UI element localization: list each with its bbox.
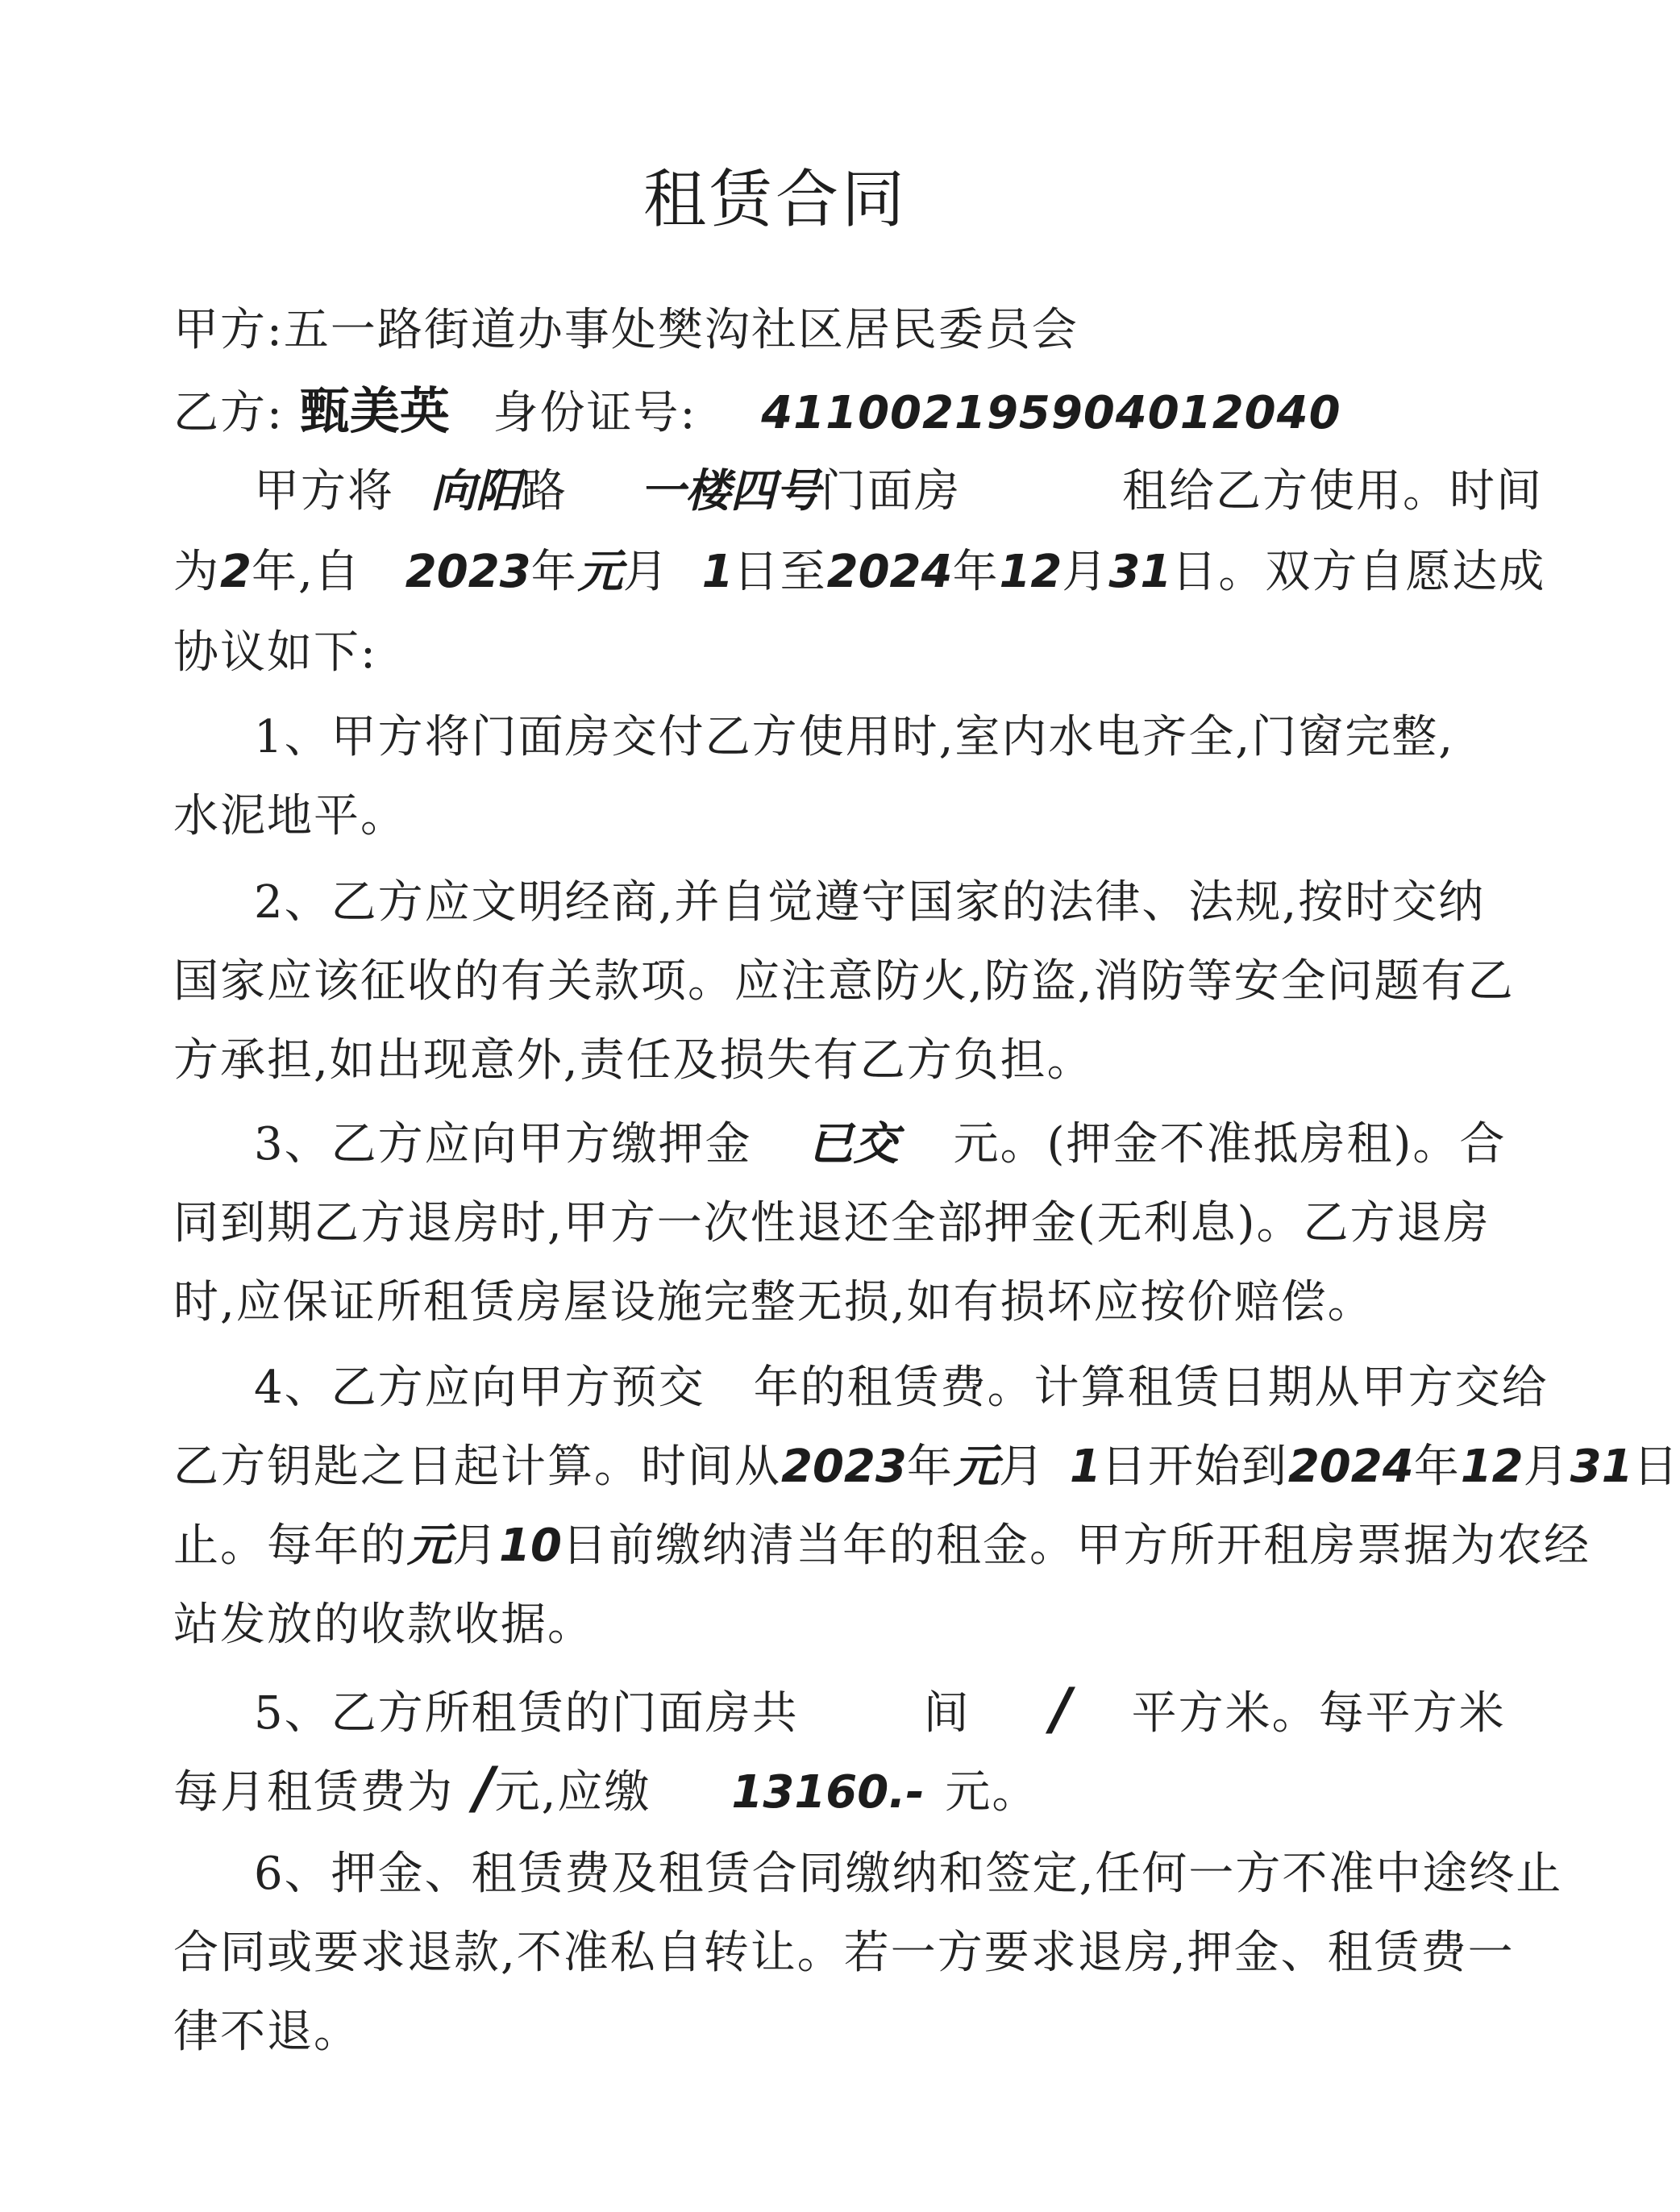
clause-2-line-2: 国家应该征收的有关款项。应注意防火,防盗,消防等安全问题有乙	[173, 955, 1515, 1008]
rent-start-month: 元	[953, 1441, 999, 1493]
party-b-line	[173, 383, 1341, 442]
clause-4-line-2	[173, 1439, 1680, 1495]
intro-text: 甲方将	[254, 465, 394, 518]
clause-3-line-1	[254, 1116, 1506, 1173]
floor-number: 一楼四号	[640, 465, 821, 518]
clause-4-line-4: 站发放的收款收据。	[173, 1599, 594, 1651]
intro-text: 月	[622, 546, 670, 598]
intro-text: 日。双方自愿达成	[1171, 546, 1546, 598]
intro-text: 门面房	[821, 465, 961, 518]
start-month: 元	[577, 546, 623, 598]
rent-end-day: 31	[1570, 1441, 1633, 1493]
rate-value: /	[474, 1755, 495, 1821]
intro-text: 年	[952, 546, 1000, 598]
end-day: 31	[1108, 546, 1172, 598]
id-number: 411002195904012040	[761, 387, 1341, 439]
clause-text: 元。	[945, 1766, 1039, 1819]
intro-line-2	[173, 544, 1545, 601]
intro-text: 路	[521, 465, 568, 518]
clause-2-line-3: 方承担,如出现意外,责任及损失有乙方负担。	[173, 1034, 1094, 1087]
rent-start-day: 1	[1069, 1441, 1101, 1493]
clause-1-line-2: 水泥地平。	[173, 790, 407, 842]
clause-text: 每月租赁费为	[173, 1766, 454, 1819]
intro-text: 日至	[733, 546, 827, 598]
clause-text: 3、乙方应向甲方缴押金	[254, 1118, 752, 1170]
clause-text: 日开始到	[1100, 1441, 1288, 1493]
start-year: 2023	[405, 546, 531, 598]
intro-line-1	[254, 464, 1543, 520]
term-years: 2	[220, 546, 252, 598]
clause-text: 年的租赁费。计算租赁日期从甲方交给	[753, 1362, 1549, 1414]
end-year: 2024	[826, 546, 953, 598]
clause-1-line-1: 1、甲方将门面房交付乙方使用时,室内水电齐全,门窗完整,	[254, 711, 1455, 763]
clause-5-line-2	[173, 1755, 1039, 1821]
clause-text: 平方米。每平方米	[1131, 1687, 1506, 1740]
clause-text: 日	[1632, 1441, 1680, 1493]
end-month: 12	[999, 546, 1062, 598]
clause-6-line-1: 6、押金、租赁费及租赁合同缴纳和签定,任何一方不准中途终止	[254, 1848, 1563, 1900]
party-a-line	[173, 302, 1079, 359]
party-b-name: 甄美英	[299, 381, 450, 440]
rent-end-month: 12	[1460, 1441, 1524, 1493]
start-day: 1	[701, 546, 734, 598]
intro-line-3: 协议如下:	[173, 626, 377, 679]
clause-5-line-1	[254, 1676, 1506, 1742]
clause-2-line-1: 2、乙方应文明经商,并自觉遵守国家的法律、法规,按时交纳	[254, 876, 1486, 929]
intro-text: 年	[530, 546, 578, 598]
clause-4-line-3	[173, 1518, 1591, 1574]
road-name: 向阳	[430, 465, 521, 518]
clause-text: 月	[1523, 1441, 1570, 1493]
clause-text: 年	[1413, 1441, 1461, 1493]
clause-text: 止。每年的	[173, 1520, 407, 1572]
clause-6-line-3: 律不退。	[173, 2006, 360, 2058]
clause-3-line-2: 同到期乙方退房时,甲方一次性退还全部押金(无利息)。乙方退房	[173, 1197, 1491, 1249]
clause-6-line-2: 合同或要求退款,不准私自转让。若一方要求退房,押金、租赁费一	[173, 1927, 1515, 1979]
clause-4-line-1	[254, 1360, 1549, 1416]
clause-text: 5、乙方所租赁的门面房共	[254, 1687, 799, 1740]
clause-text: 月	[998, 1441, 1046, 1493]
rent-total: 13160.-	[731, 1766, 925, 1819]
clause-text: 元,应缴	[494, 1766, 651, 1819]
party-a-label: 甲方:	[173, 304, 284, 356]
payment-month: 元	[407, 1520, 452, 1572]
intro-text: 年,自	[251, 546, 361, 598]
clause-text: 间	[923, 1687, 971, 1740]
clause-text: 4、乙方应向甲方预交	[254, 1362, 705, 1414]
intro-text: 为	[173, 546, 220, 598]
rent-start-year: 2023	[781, 1441, 907, 1493]
clause-text: 元。(押金不准抵房租)。合	[953, 1118, 1507, 1170]
party-a-name: 五一路街道办事处樊沟社区居民委员会	[283, 304, 1079, 356]
intro-text: 月	[1062, 546, 1109, 598]
payment-day: 10	[499, 1520, 562, 1572]
id-label: 身份证号:	[493, 387, 697, 439]
document-title: 租赁合同	[642, 164, 908, 236]
area-value: /	[1050, 1676, 1072, 1742]
clause-text: 日前缴纳清当年的租金。甲方所开租房票据为农经	[561, 1520, 1591, 1572]
clause-text: 年	[906, 1441, 954, 1493]
party-b-label: 乙方:	[173, 387, 284, 439]
clause-3-line-3: 时,应保证所租赁房屋设施完整无损,如有损坏应按价赔偿。	[173, 1276, 1374, 1328]
deposit-amount: 已交	[808, 1118, 899, 1170]
rent-end-year: 2024	[1287, 1441, 1414, 1493]
clause-text: 月	[452, 1520, 499, 1572]
clause-text: 乙方钥匙之日起计算。时间从	[173, 1441, 781, 1493]
intro-text: 租给乙方使用。时间	[1122, 465, 1543, 518]
